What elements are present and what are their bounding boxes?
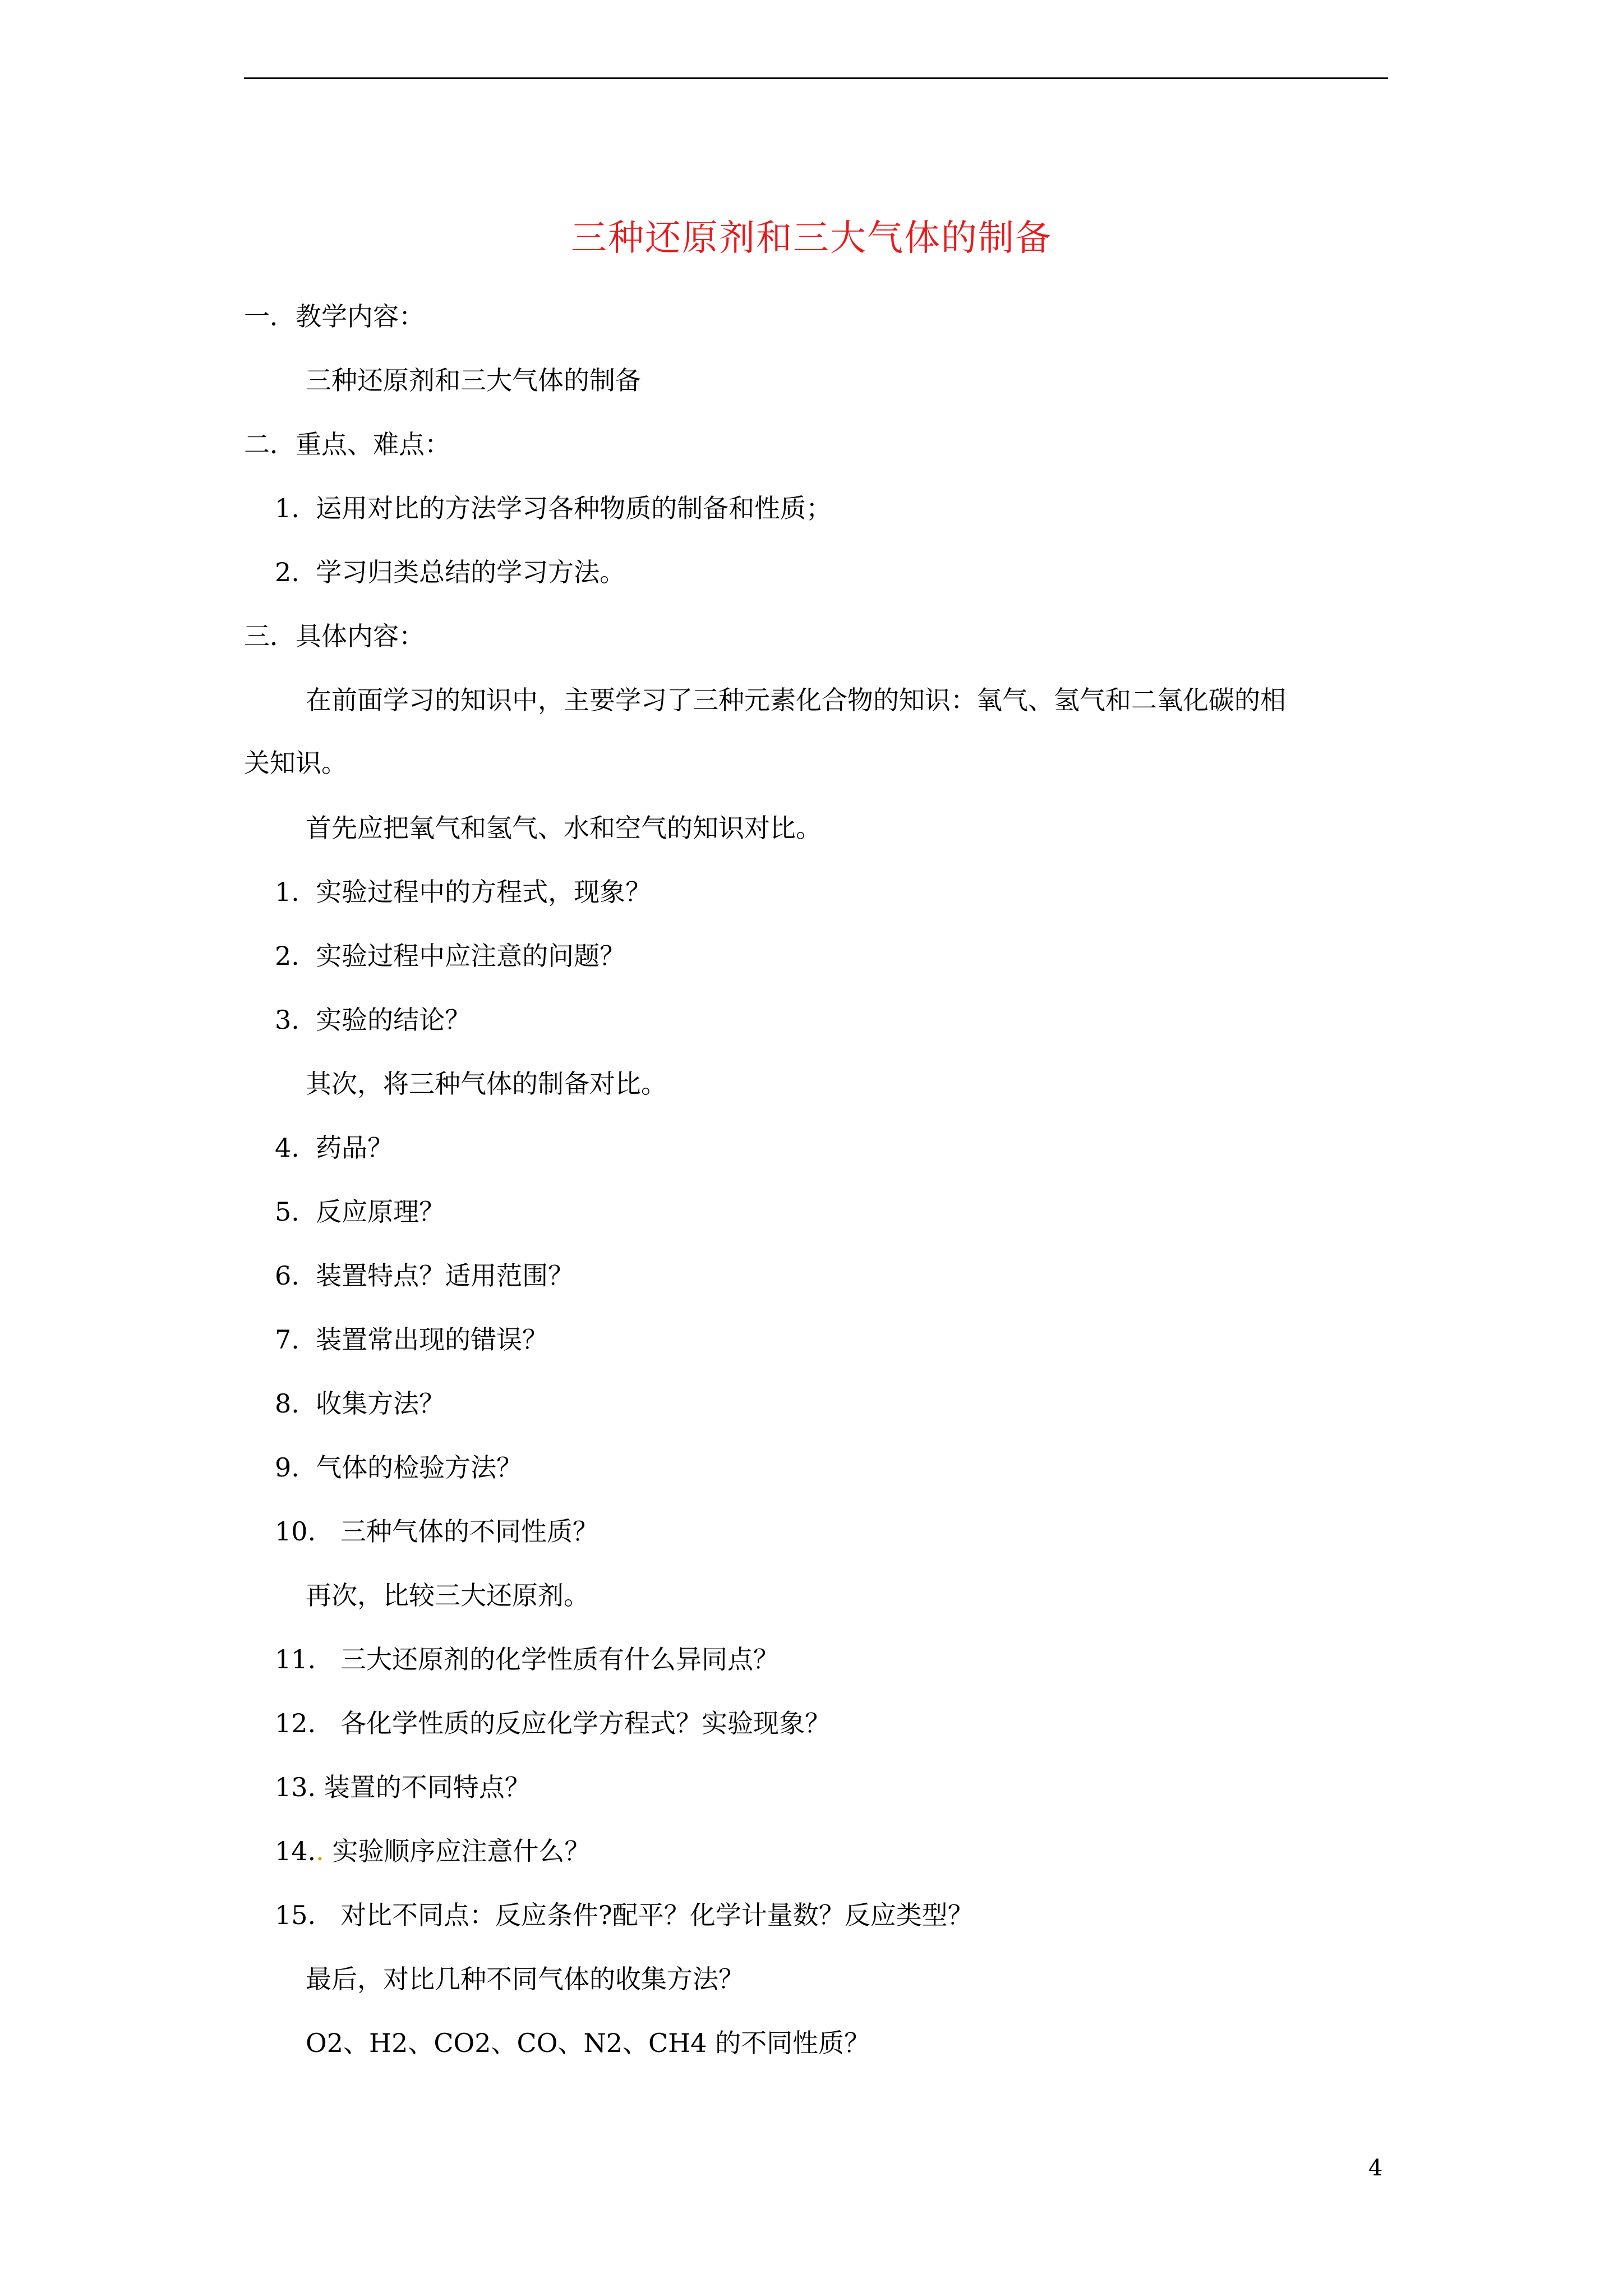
part-4-line-2: O2、H2、CO2、CO、N2、CH4 的不同性质？: [306, 2028, 870, 2058]
list-item-number: 8.: [275, 1388, 299, 1419]
document-title: 三种还原剂和三大气体的制备: [571, 218, 1052, 259]
part-2-text: 其次，将三种气体的制备对比。: [306, 1069, 667, 1099]
list-item: [275, 939, 625, 973]
list-item: [275, 1451, 522, 1484]
list-item-number: 13.: [275, 1772, 316, 1802]
list-item-number: 7.: [275, 1324, 299, 1355]
list-item: [275, 1706, 831, 1740]
list-item: [275, 1003, 471, 1037]
list-item-text: 实验顺序应注意什么？: [332, 1836, 591, 1866]
list-item: [275, 875, 651, 909]
list-item-text: 实验过程中应注意的问题？: [316, 941, 626, 971]
list-item-text: 三种气体的不同性质？: [340, 1516, 599, 1547]
list-item-number: 9.: [275, 1452, 299, 1483]
list-item-number: 3.: [275, 1005, 299, 1035]
list-item-text: 装置的不同特点？: [324, 1772, 531, 1802]
list-item-text: 药品？: [316, 1133, 394, 1163]
list-item-text: 收集方法？: [316, 1388, 445, 1419]
list-item-number: 1.: [275, 877, 299, 907]
list-item-text: 装置常出现的错误？: [316, 1324, 548, 1355]
list-item: [275, 1515, 598, 1548]
list-item-text: 装置特点？适用范围？: [316, 1260, 574, 1291]
list-item-number: 2.: [275, 941, 299, 971]
list-item-number: 15.: [275, 1900, 316, 1930]
section-3-heading: 三．具体内容：: [244, 621, 425, 651]
list-item-number: 10.: [275, 1516, 316, 1547]
part-3-text: 再次，比较三大还原剂。: [306, 1580, 589, 1611]
header-rule: [244, 77, 1388, 79]
list-item-text: 实验过程中的方程式，现象？: [316, 877, 652, 907]
part-4-text: 最后，对比几种不同气体的收集方法？: [306, 1964, 744, 1994]
list-item-number: 4.: [275, 1133, 299, 1163]
list-item-number: 12.: [275, 1708, 316, 1738]
intro-line-2: 关知识。: [244, 748, 347, 778]
section-2-heading: 二．重点、难点：: [244, 429, 450, 459]
intro-line-1: 在前面学习的知识中，主要学习了三种元素化合物的知识：氧气、氢气和二氧化碳的相: [306, 685, 1286, 715]
list-item-text: 运用对比的方法学习各种物质的制备和性质；: [316, 493, 832, 523]
list-item: [275, 1898, 974, 1932]
list-item-text: 学习归类总结的学习方法。: [316, 557, 626, 587]
list-item: [275, 1195, 445, 1228]
list-item: [275, 1259, 574, 1292]
list-item-number: 6.: [275, 1260, 299, 1291]
list-item-text: 各化学性质的反应化学方程式？实验现象？: [340, 1708, 831, 1738]
list-item-number: 14.: [275, 1836, 316, 1866]
list-item: [275, 1834, 590, 1868]
list-item-text: 实验的结论？: [316, 1005, 471, 1035]
intro-paragraph: [244, 683, 1388, 780]
list-item-number: 1.: [275, 493, 299, 523]
list-item-text: 反应原理？: [316, 1197, 445, 1227]
list-item-text: 三大还原剂的化学性质有什么异同点？: [340, 1644, 780, 1674]
list-item: [275, 1770, 531, 1804]
list-item: [275, 1323, 548, 1356]
list-item-text: 气体的检验方法？: [316, 1452, 523, 1483]
stray-dot: .: [316, 1836, 324, 1866]
list-item: [275, 491, 832, 525]
list-item-number: 5.: [275, 1197, 299, 1227]
list-item-number: 2.: [275, 557, 299, 587]
section-1-heading: 一．教学内容：: [244, 301, 425, 332]
list-item: [275, 1642, 779, 1676]
part-1-text: 首先应把氧气和氢气、水和空气的知识对比。: [306, 813, 822, 843]
page-number: 4: [1368, 2155, 1383, 2181]
list-item-number: 11.: [275, 1644, 316, 1674]
list-item-text: 对比不同点：反应条件?配平？化学计量数？反应类型？: [340, 1900, 974, 1930]
list-item: [275, 555, 625, 589]
list-item: [275, 1131, 393, 1165]
section-1-text: 三种还原剂和三大气体的制备: [306, 365, 641, 395]
list-item: [275, 1387, 445, 1420]
